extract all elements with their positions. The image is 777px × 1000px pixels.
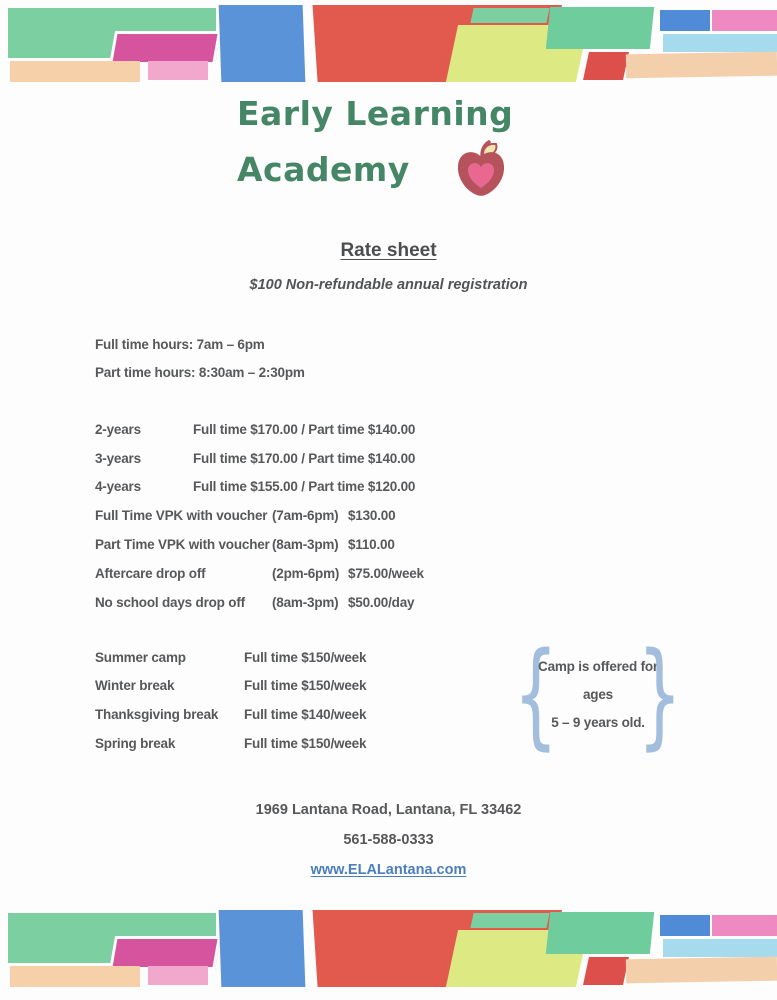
border-shape: [660, 10, 710, 31]
hours-block: [95, 330, 305, 386]
camp-price: Full time $140/week: [244, 706, 367, 722]
rate-row-fulltime-vpk: [95, 501, 424, 530]
camp-price: Full time $150/week: [244, 678, 367, 694]
decorative-border-top: [0, 3, 777, 87]
rate-row-parttime-vpk: [95, 530, 424, 559]
camp-label: Winter break: [95, 678, 175, 694]
address-line: 1969 Lantana Road, Lantana, FL 33462: [255, 802, 522, 818]
border-shape: [219, 910, 306, 987]
camp-row-thanksgiving: [95, 700, 366, 729]
page-heading-text: Rate sheet: [340, 240, 437, 261]
camp-label: Spring break: [95, 735, 176, 751]
rate-label: Part Time VPK with voucher: [95, 537, 270, 553]
camp-label: Summer camp: [95, 649, 186, 665]
camp-label: Thanksgiving break: [95, 706, 219, 722]
rate-row-no-school: [95, 588, 424, 617]
rate-schedule: (2pm-6pm): [272, 565, 340, 581]
right-brace-decoration: }: [637, 627, 683, 762]
rate-label: 2-years: [95, 421, 141, 437]
camp-ages-line1: Camp is offered for ages: [538, 659, 658, 702]
rate-label: Full Time VPK with voucher: [95, 508, 268, 524]
camp-row-winter: [95, 672, 366, 701]
border-shape: [109, 31, 221, 65]
registration-note: $100 Non-refundable annual registration: [249, 277, 528, 293]
rate-price: $130.00: [348, 508, 396, 524]
border-shape: [148, 61, 208, 80]
rate-row-4-years: [95, 473, 424, 502]
rate-schedule: (8am-3pm): [272, 537, 339, 553]
border-shape: [660, 915, 710, 936]
rate-schedule: (7am-6pm): [272, 508, 339, 524]
full-time-hours: Full time hours: 7am – 6pm: [95, 336, 265, 352]
border-shape: [712, 10, 777, 31]
rate-price: $110.00: [348, 537, 395, 553]
border-shape: [10, 61, 140, 82]
camp-row-summer: [95, 643, 366, 672]
border-shape: [470, 913, 549, 928]
part-time-hours: Part time hours: 8:30am – 2:30pm: [95, 364, 305, 380]
rate-label: No school days drop off: [95, 594, 245, 610]
camp-ages-line2: 5 – 9 years old.: [551, 715, 645, 730]
rate-row-2-years: [95, 415, 424, 444]
border-shape: [663, 34, 777, 52]
border-shape: [10, 966, 140, 987]
rate-label: 3-years: [95, 450, 141, 466]
rate-label: Aftercare drop off: [95, 565, 206, 581]
border-shape: [109, 936, 221, 970]
border-shape: [546, 912, 654, 954]
rate-price: Full time $170.00 / Part time $140.00: [193, 421, 416, 437]
camps-table: [95, 643, 366, 757]
website-line: [0, 862, 777, 878]
rate-schedule: (8am-3pm): [272, 594, 339, 610]
school-title-line2: Academy: [237, 150, 410, 189]
camp-row-spring: [95, 729, 366, 758]
website-link[interactable]: www.ELALantana.com: [310, 862, 467, 878]
page-heading: [0, 240, 777, 262]
border-shape: [583, 957, 629, 985]
rate-row-3-years: [95, 444, 424, 473]
decorative-border-bottom: [0, 908, 777, 992]
rate-price: $75.00/week: [348, 565, 424, 581]
rate-label: 4-years: [95, 479, 141, 495]
camp-price: Full time $150/week: [244, 649, 367, 665]
border-shape: [626, 957, 777, 984]
rates-table: [95, 415, 424, 617]
border-shape: [219, 5, 306, 82]
rate-row-aftercare: [95, 559, 424, 588]
camp-price: Full time $150/week: [244, 735, 367, 751]
border-shape: [663, 939, 777, 957]
left-brace-decoration: {: [513, 627, 559, 762]
apple-heart-icon: [455, 140, 507, 200]
rate-price: Full time $170.00 / Part time $140.00: [193, 450, 416, 466]
school-title-line1: Early Learning: [237, 94, 514, 133]
border-shape: [626, 52, 777, 79]
border-shape: [712, 915, 777, 936]
phone-line: 561-588-0333: [343, 832, 434, 848]
border-shape: [148, 966, 208, 985]
border-shape: [583, 52, 629, 80]
rate-price: $50.00/day: [348, 594, 415, 610]
camp-ages-callout: [512, 627, 684, 762]
border-shape: [470, 8, 549, 23]
border-shape: [546, 7, 654, 49]
rate-price: Full time $155.00 / Part time $120.00: [193, 479, 416, 495]
